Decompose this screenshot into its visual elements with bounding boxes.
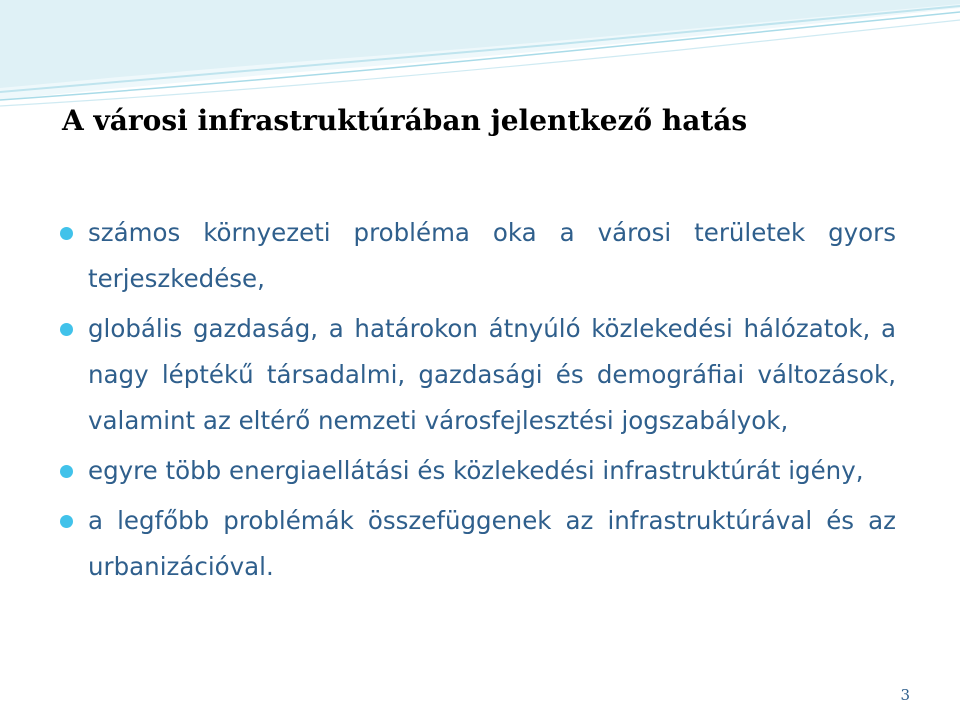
bullet-item xyxy=(88,210,896,302)
bullet-item xyxy=(88,498,896,590)
slide-title: A városi infrastruktúrában jelentkező hatás xyxy=(62,104,748,137)
page-number: 3 xyxy=(900,686,910,704)
bullet-dot-icon xyxy=(60,323,73,336)
bullet-text: számos környezeti probléma oka a városi területek gyors terjeszkedése, xyxy=(88,218,896,293)
bullet-text: globális gazdaság, a határokon átnyúló közlekedési hálózatok, a nagy léptékű társadalmi, gazdasági és demográfiai változások, valamint az eltérő nemzeti városfejlesztési jogszabályok, xyxy=(88,314,896,435)
header-wave-decoration xyxy=(0,0,960,110)
bullet-text: egyre több energiaellátási és közlekedési infrastruktúrát igény, xyxy=(88,456,864,485)
bullet-dot-icon xyxy=(60,227,73,240)
bullet-dot-icon xyxy=(60,515,73,528)
bullet-item xyxy=(88,448,896,494)
bullet-dot-icon xyxy=(60,465,73,478)
wave-fill-mid xyxy=(0,0,960,88)
bullet-text: a legfőbb problémák összefüggenek az infrastruktúrával és az urbanizációval. xyxy=(88,506,896,581)
bullet-list xyxy=(88,210,896,594)
bullet-item xyxy=(88,306,896,444)
